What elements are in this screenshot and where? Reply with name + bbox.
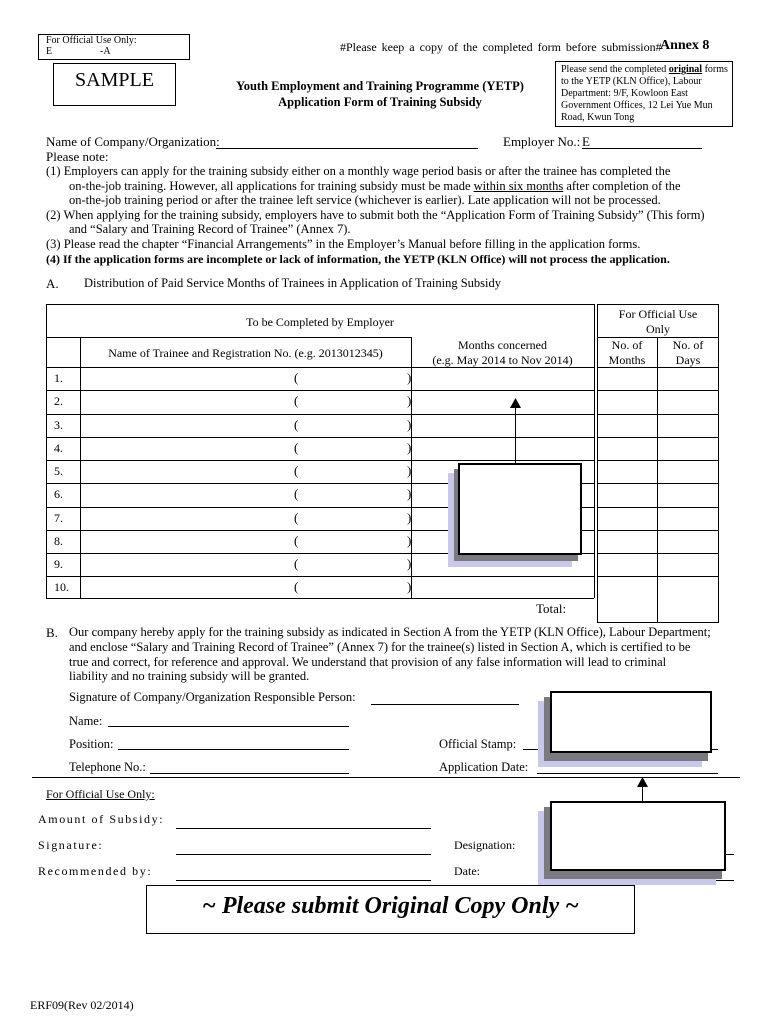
trainee-name-cell[interactable] <box>81 484 291 505</box>
table-row-open-paren: ( <box>294 416 299 432</box>
table-row-open-paren: ( <box>294 486 299 502</box>
table-row-close-paren: ) <box>407 509 412 525</box>
official-use-bottom-title: For Official Use Only: <box>46 787 155 801</box>
note-3: (3) Please read the chapter “Financial Arrangements” in the Employer’s Manual before filling in the application forms. <box>46 237 641 251</box>
official-row-line <box>597 553 719 554</box>
trainee-name-cell[interactable] <box>81 531 291 552</box>
table-row-number: 4. <box>54 440 63 455</box>
keep-copy-note: #Please keep a copy of the completed form before submission# <box>340 40 662 54</box>
table-row-open-paren: ( <box>294 532 299 548</box>
official-row-line <box>597 460 719 461</box>
telephone-field[interactable] <box>150 773 349 774</box>
date-label: Date: <box>454 864 480 878</box>
official-row-line <box>597 367 719 368</box>
col-no-months-1: No. of <box>611 338 643 352</box>
table-row-open-paren: ( <box>294 370 299 385</box>
telephone-label: Telephone No.: <box>69 760 146 774</box>
table-row-close-paren: ) <box>407 486 412 502</box>
official-row-line <box>597 576 719 577</box>
table-row-number: 8. <box>54 533 63 548</box>
stamp-callout-box <box>538 691 714 767</box>
official-header-2: Only <box>646 322 670 336</box>
table-header-divider <box>46 337 411 338</box>
official-use-top-e: E <box>46 46 53 57</box>
months-concerned-cell[interactable] <box>412 438 593 459</box>
position-field[interactable] <box>118 749 349 750</box>
official-signature-label: Signature: <box>38 838 104 852</box>
note-1b-post: after completion of the <box>563 179 681 193</box>
months-concerned-cell[interactable] <box>412 391 593 412</box>
application-date-field[interactable] <box>537 773 718 774</box>
note-1b-pre: on-the-job training. However, all applications for training subsidy must be made <box>69 179 474 193</box>
col-months-header-1: Months concerned <box>458 338 547 352</box>
official-use-top-a: -A <box>100 46 111 57</box>
official-use-separator <box>32 777 740 778</box>
table-row-open-paren: ( <box>294 509 299 525</box>
send-to-original: original <box>668 64 703 75</box>
official-stamp-label: Official Stamp: <box>439 737 517 751</box>
trainee-name-cell[interactable] <box>81 554 291 575</box>
col-no-days-2: Days <box>675 353 701 367</box>
table-row-close-paren: ) <box>407 579 412 595</box>
send-to-line5: Road, Kwun Tong <box>561 112 635 123</box>
send-to-post: forms <box>702 64 728 75</box>
official-header-1: For Official Use <box>618 307 698 321</box>
section-b-line2: and enclose “Salary and Training Record of Trainee” (Annex 7) for the trainee(s) listed in Section A, which is certified to be <box>69 640 691 654</box>
note-2a: (2) When applying for the training subsidy, employers have to submit both the “Application Form of Training Subsidy” (This form) <box>46 208 705 222</box>
send-to-line2: to the YETP (KLN Office), Labour <box>561 76 702 87</box>
table-row-open-paren: ( <box>294 393 299 409</box>
send-to-pre: Please send the completed <box>561 64 669 75</box>
amount-label: Amount of Subsidy: <box>38 812 165 826</box>
employer-no-label: Employer No.: <box>503 134 581 149</box>
note-1b-underline: within six months <box>473 179 564 193</box>
official-row-line <box>597 390 719 391</box>
table-callout-arrow-icon <box>509 398 522 408</box>
recommended-field[interactable] <box>176 880 431 881</box>
section-b-line1: Our company hereby apply for the training subsidy as indicated in Section A from the YETP (KLN Office), Labour Department; <box>69 625 711 639</box>
designation-label: Designation: <box>454 838 516 852</box>
table-row-close-paren: ) <box>407 370 412 385</box>
official-row-line <box>597 437 719 438</box>
table-row-open-paren: ( <box>294 579 299 595</box>
trainee-name-cell[interactable] <box>81 438 291 459</box>
name-label: Name: <box>69 714 103 728</box>
table-row-number: 5. <box>54 464 63 478</box>
note-4: (4) If the application forms are incomplete or lack of information, the YETP (KLN Office) will not process the application. <box>46 252 670 266</box>
section-a-letter: A. <box>46 276 59 291</box>
table-top-border <box>46 304 594 305</box>
table-row-close-paren: ) <box>407 556 412 571</box>
table-employer-right-border <box>594 304 595 598</box>
footer-code: ERF09(Rev 02/2014) <box>30 998 134 1012</box>
table-row-number: 2. <box>54 394 63 409</box>
official-callout-box <box>538 801 728 885</box>
trainee-name-cell[interactable] <box>81 391 291 412</box>
col-name-header: Name of Trainee and Registration No. (e.g. 2013012345) <box>108 346 383 360</box>
sample-label: SAMPLE <box>75 69 154 91</box>
official-row-line <box>597 483 719 484</box>
col-months-header-2: (e.g. May 2014 to Nov 2014) <box>432 353 573 367</box>
table-row-number: 1. <box>54 371 63 385</box>
trainee-name-cell[interactable] <box>81 461 291 482</box>
official-use-top-title: For Official Use Only: <box>46 35 137 46</box>
table-callout-arrow-line <box>515 404 516 463</box>
col-no-days-1: No. of <box>672 338 704 352</box>
col-no-months-2: Months <box>608 353 646 367</box>
company-name-field[interactable] <box>216 148 478 149</box>
application-date-label: Application Date: <box>439 760 529 774</box>
official-signature-field[interactable] <box>176 854 431 855</box>
table-row-open-paren: ( <box>294 556 299 571</box>
official-row-line <box>597 507 719 508</box>
note-1a: (1) Employers can apply for the training subsidy either on a monthly wage period basis or after the trainee has completed the <box>46 164 671 178</box>
table-row-close-paren: ) <box>407 393 412 409</box>
signature-label: Signature of Company/Organization Responsible Person: <box>69 690 356 704</box>
position-label: Position: <box>69 737 114 751</box>
employer-header: To be Completed by Employer <box>246 315 394 329</box>
company-label: Name of Company/Organization: <box>46 134 220 149</box>
trainee-name-cell[interactable] <box>81 577 291 598</box>
submit-banner-text: ~ Please submit Original Copy Only ~ <box>202 893 579 919</box>
note-1c: on-the-job training period or after the trainee left service (whichever is earlier). Late application will not be processed. <box>69 193 661 207</box>
table-row-open-paren: ( <box>294 463 299 478</box>
official-row-line <box>597 530 719 531</box>
note-2b: and “Salary and Training Record of Trainee” (Annex 7). <box>69 222 351 236</box>
send-to-line1 <box>561 64 728 75</box>
table-row-number: 3. <box>54 417 63 432</box>
send-to-line4: Government Offices, 12 Lei Yue Mun <box>561 100 713 111</box>
amount-field[interactable] <box>176 828 431 829</box>
name-field[interactable] <box>108 726 349 727</box>
months-concerned-cell[interactable] <box>412 368 593 389</box>
months-concerned-cell[interactable] <box>412 577 593 598</box>
form-title-line1: Youth Employment and Training Programme (YETP) <box>236 79 524 93</box>
section-a-title: Distribution of Paid Service Months of Trainees in Application of Training Subsidy <box>84 276 502 290</box>
section-b-line4: liability and no training subsidy will be granted. <box>69 669 310 683</box>
table-row-number: 9. <box>54 557 63 571</box>
employer-no-field[interactable] <box>582 148 702 149</box>
table-row-close-paren: ) <box>407 463 412 478</box>
table-row-close-paren: ) <box>407 532 412 548</box>
trainee-name-cell[interactable] <box>81 508 291 529</box>
table-row-number: 10. <box>54 580 69 595</box>
employer-no-prefix: E <box>582 134 590 149</box>
table-row-close-paren: ) <box>407 416 412 432</box>
official-callout-arrow-icon <box>636 777 649 787</box>
total-label: Total: <box>536 601 567 616</box>
annex-label: Annex 8 <box>660 38 710 53</box>
recommended-label: Recommended by: <box>38 864 153 878</box>
signature-field[interactable] <box>371 704 519 705</box>
note-1b <box>69 179 681 194</box>
form-title-line2: Application Form of Training Subsidy <box>278 95 482 109</box>
col-official-divider <box>657 337 658 623</box>
section-b-line3: true and correct, for reference and approval. We understand that provision of any false information will lead to criminal <box>69 655 667 669</box>
table-row-open-paren: ( <box>294 439 299 455</box>
months-concerned-cell[interactable] <box>412 415 593 436</box>
trainee-name-cell[interactable] <box>81 368 291 389</box>
send-to-line3: Department: 9/F, Kowloon East <box>561 88 688 99</box>
table-row-close-paren: ) <box>407 439 412 455</box>
table-callout-box <box>448 463 584 567</box>
trainee-name-cell[interactable] <box>81 415 291 436</box>
official-row-line <box>597 414 719 415</box>
table-row-number: 7. <box>54 510 63 525</box>
section-b-letter: B. <box>46 625 58 640</box>
please-note-label: Please note: <box>46 149 109 164</box>
table-row-number: 6. <box>54 487 63 502</box>
